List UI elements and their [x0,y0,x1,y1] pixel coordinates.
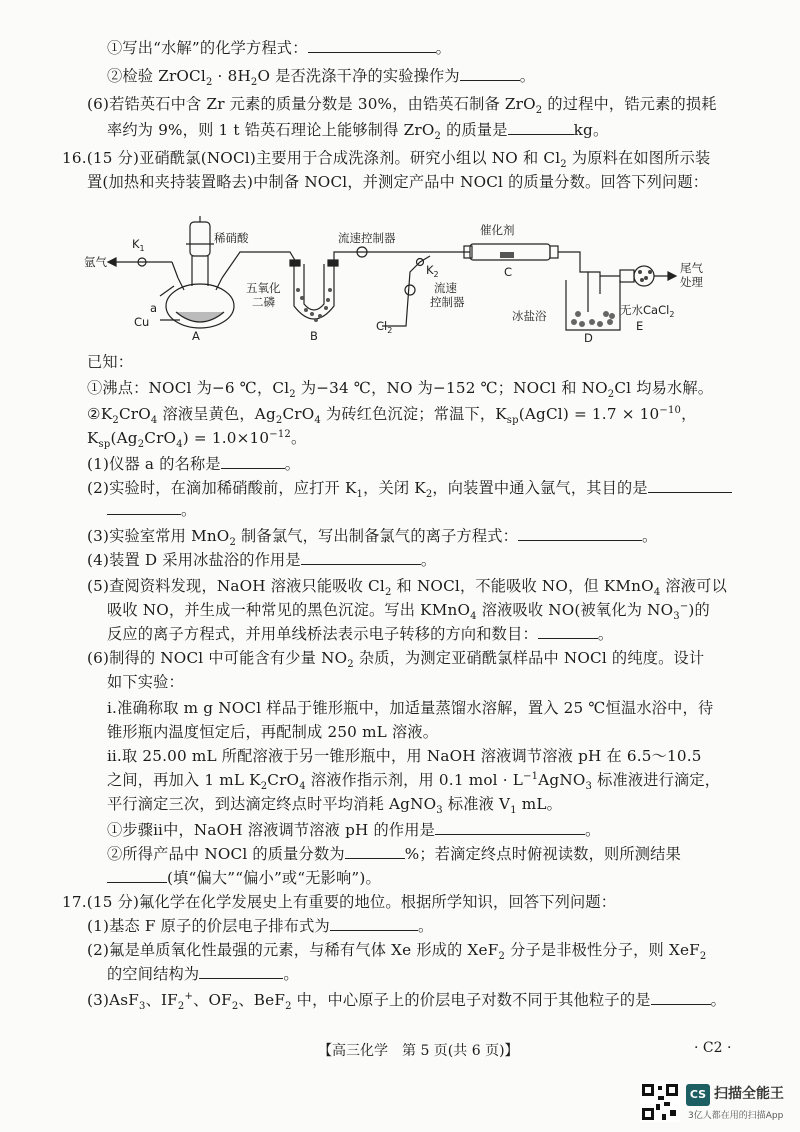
q16-step1-line2: 锥形瓶内温度恒定后，再配制成 250 mL 溶液。 [107,723,439,741]
q17-part2: (2)氟是单质氧化性最强的元素，与稀有气体 Xe 形成的 XeF$_2$ 分子是非极性分子，则 XeF$_2$ [87,941,707,963]
q15-sub2: ②检验 ZrOCl$_2$ · $8H_2O$ 是否洗涤干净的实验操作为 。 [107,67,536,89]
label-B: B [310,329,318,343]
label-k2: $K_2$ [426,263,439,279]
q16-part6-line2: 如下实验： [107,673,184,691]
q16-sub2-line2: (填“偏大”“偏小”或“无影响”)。 [107,868,381,888]
label-p2o5: 五氧化 [246,281,281,295]
label-A: A [192,329,200,343]
flow-controller-cl2 [405,285,415,295]
q16-part5-line2: 吸收 NO，并生成一种常见的黑色沉淀。写出 KMnO$_4$ 溶液吸收 NO(被氧化为 $NO_3^-$)的 [107,600,710,623]
drying-tube [634,266,654,286]
label-a: a [150,301,158,315]
q16-part1: (1)仪器 a 的名称是 。 [87,455,301,473]
answer-blank[interactable] [330,916,418,931]
answer-blank[interactable] [199,964,283,979]
label-flow-controller-top: 流速控制器 [338,231,396,245]
q16-step2-line3: 平行滴定三次，到达滴定终点时平均消耗 AgNO$_3$ 标准液 $V_1$ mL。 [107,795,563,817]
label-D: D [584,331,593,345]
q16-sub2: ②所得产品中 NOCl 的质量分数为 %；若滴定终点时俯视读数，则所测结果 [107,845,681,863]
q16-step1: ⅰ.准确称取 m g NOCl 样品于锥形瓶中，加适量蒸馏水溶解，置入 25 ℃恒温水浴中，待 [107,699,714,717]
q17-heading: 17.(15 分)氟化学在化学发展史上有重要的地位。根据所学知识，回答下列问题： [62,893,617,911]
q16-part2: (2)实验时，在滴加稀硝酸前，应打开 $K_1$，关闭 $K_2$，向装置中通入氩气，其目的是 [87,478,732,498]
q16-part4: (4)装置 D 采用冰盐浴的作用是 。 [87,551,437,569]
answer-blank[interactable] [435,820,585,835]
known-1: ①沸点：NOCl 为−6 ℃，$Cl_2$ 为−34 ℃，NO 为−152 ℃；NOCl 和 $NO_2Cl$ 均易水解。 [87,379,714,401]
answer-blank[interactable] [518,526,642,541]
label-dilute-hno3: 稀硝酸 [214,231,249,245]
q17-part2-line2: 的空间结构为 。 [107,965,299,983]
label-tail-gas: 尾气 [680,261,703,275]
scanner-tagline: 3亿人都在用的扫描App [688,1111,784,1121]
label-argon: 氩气 [84,255,107,269]
answer-blank[interactable] [221,454,285,469]
page-footer: 【高三化学 第 5 页(共 6 页)】 [318,1043,519,1059]
known-heading: 已知： [87,353,134,371]
q15-part6-line2: 率约为 9%，则 1 t 锆英石理论上能够制得 ZrO$_2$ 的质量是 kg。 [107,121,609,143]
qr-code [640,1082,680,1122]
answer-blank[interactable] [508,120,574,135]
answer-blank[interactable] [107,868,167,883]
q17-part1: (1)基态 F 原子的价层电子排布式为 。 [87,917,434,935]
known-3: $K_{sp}(Ag_2CrO_4) = 1.0\times 10^{-12}$。 [87,428,307,451]
dropping-funnel [190,222,210,256]
label-ice-salt-bath: 冰盐浴 [512,309,547,323]
label-flow-controller-cl2: 流速 [434,281,457,295]
apparatus-diagram [80,216,720,346]
scanner-logo: CS [686,1084,710,1106]
paper-code: · C2 · [694,1040,732,1056]
q16-part5: (5)查阅资料发现，NaOH 溶液只能吸收 $Cl_2$ 和 NOCl，不能吸收 NO，但 KMnO$_4$ 溶液可以 [87,577,727,599]
label-catalyst: 催化剂 [480,223,515,237]
label-E: E [636,319,644,333]
answer-blank[interactable] [651,990,711,1005]
answer-blank[interactable] [301,550,421,565]
svg-text:二磷: 二磷 [252,295,275,309]
q16-sub1: ①步骤ⅱ中，NaOH 溶液调节溶液 pH 的作用是 。 [107,821,601,839]
q16-heading: 16.(15 分)亚硝酰氯(NOCl)主要用于合成洗涤剂。研究小组以 NO 和 $Cl_2$ 为原料在如图所示装 [62,149,711,171]
answer-blank[interactable] [460,66,520,81]
label-k1: $K_1$ [132,237,145,253]
q16-step2: ⅱ.取 25.00 mL 所配溶液于另一锥形瓶中，用 NaOH 溶液调节溶液 pH 在 6.5～10.5 [107,747,702,765]
q15-part6-line1: (6)若锆英石中含 Zr 元素的质量分数是 30%，由锆英石制备 ZrO$_2$ 的过程中，锆元素的损耗 [87,95,717,117]
q15-sub1: ①写出“水解”的化学方程式： 。 [107,39,451,57]
label-cl2: $Cl_2$ [376,319,393,335]
label-cacl2: 无水CaCl$_2$ [620,303,675,319]
answer-blank[interactable] [345,844,405,859]
q16-part2-line2: 。 [107,500,196,520]
q16-step2-line2: 之间，再加入 1 mL $K_2CrO_4$ 溶液作指示剂，用 0.1 mol · $L^{-1}AgNO_3$ 标准液进行滴定， [107,770,721,793]
q16-part3: (3)实验室常用 MnO$_2$ 制备氯气，写出制备氯气的离子方程式： 。 [87,527,658,549]
u-tube [294,264,334,319]
q16-heading-line2: 置(加热和夹持装置略去)中制备 NOCl，并测定产品中 NOCl 的质量分数。回答下列问题： [87,173,709,191]
known-2: $②K_2CrO_4$ 溶液呈黄色，$Ag_2CrO_4$ 为砖红色沉淀；常温下，$K_{sp}(AgCl) = 1.7 \times 10^{-10}$， [87,404,697,427]
q16-part6: (6)制得的 NOCl 中可能含有少量 $NO_2$ 杂质，为测定亚硝酰氯样品中 NOCl 的纯度。设计 [87,649,705,671]
q16-part5-line3: 反应的离子方程式，并用单线桥法表示电子转移的方向和数目： 。 [107,625,614,643]
q17-part3: (3)AsF$_3$、$IF_2^+$、$OF_2$、BeF$_2$ 中，中心原子上的价层电子对数不同于其他粒子的是 。 [87,990,726,1013]
label-C: C [504,265,513,279]
answer-blank[interactable] [648,478,732,493]
answer-blank[interactable] [538,624,598,639]
label-cu: Cu [134,315,150,329]
scanner-app-name: 扫描全能王 [714,1086,784,1102]
svg-text:控制器: 控制器 [430,295,465,309]
svg-text:处理: 处理 [680,275,703,289]
answer-blank[interactable] [107,500,181,515]
answer-blank[interactable] [308,38,436,53]
